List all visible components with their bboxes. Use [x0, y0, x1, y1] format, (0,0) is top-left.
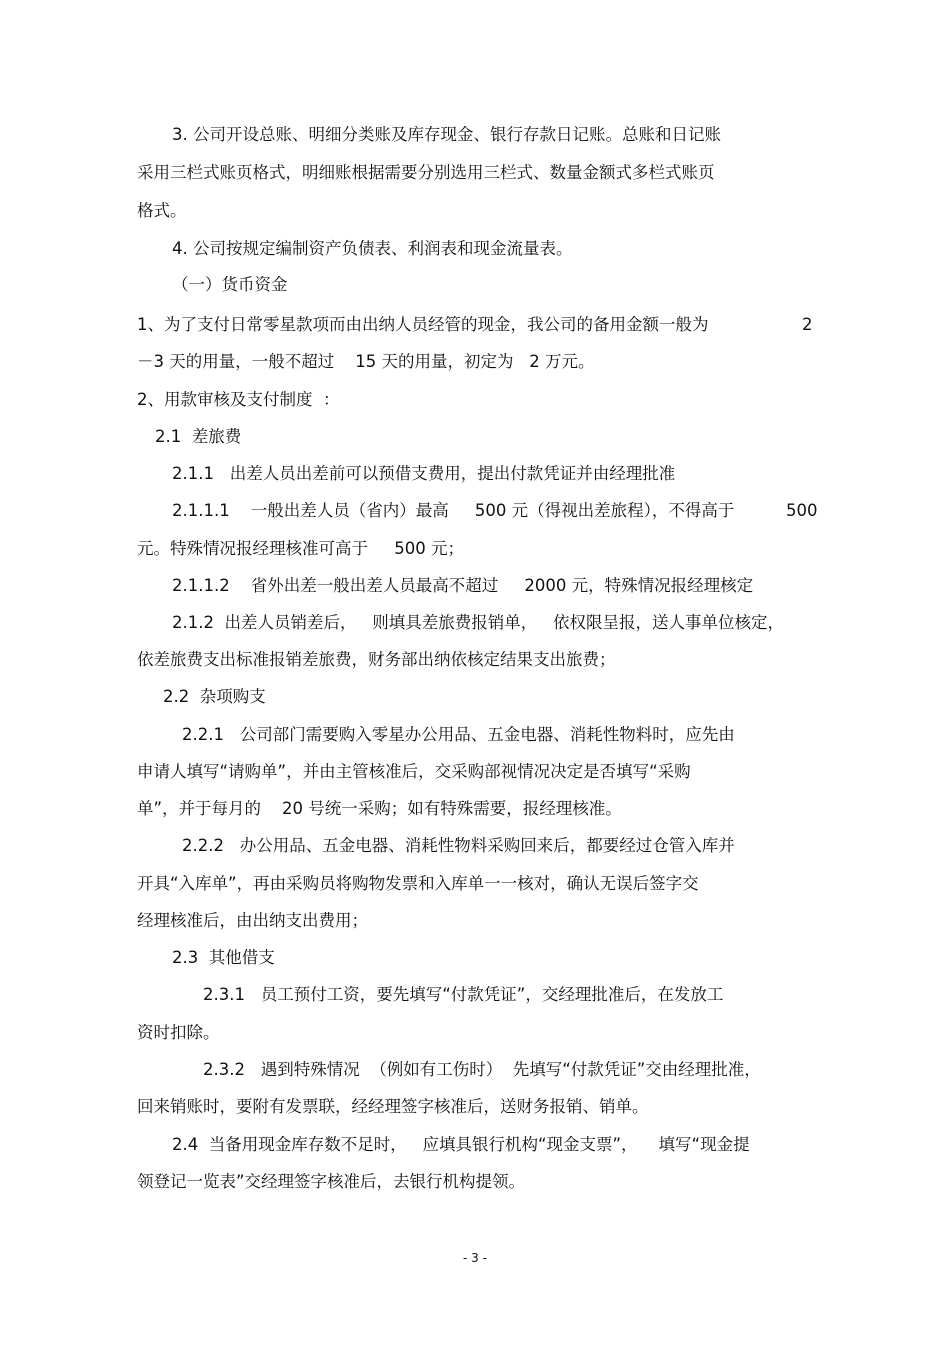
text-line: 2.1.1.1 一般出差人员（省内）最高 500 元（得视出差旅程），不得高于 — [172, 501, 735, 520]
text-line: 1、为了支付日常零星款项而由出纳人员经管的现金，我公司的备用金额一般为 — [137, 315, 709, 334]
text-line: 元。特殊情况报经理核准可高于 500 元； — [137, 539, 464, 558]
text-line: 申请人填写“请购单”，并由主管核准后，交采购部视情况决定是否填写“采购 — [137, 762, 691, 781]
text-line: 2.1.1 出差人员出差前可以预借支费用，提出付款凭证并由经理批准 — [172, 464, 676, 483]
text-line: 格式。 — [137, 201, 187, 220]
text-line: 2 — [802, 315, 813, 334]
text-line: 500 — [786, 501, 818, 520]
page-number: - 3 - — [463, 1251, 487, 1265]
text-line: 2.3.2 遇到特殊情况 （例如有工伤时） 先填写“付款凭证”交由经理批准， — [203, 1060, 761, 1079]
text-line: 2.3.1 员工预付工资，要先填写“付款凭证”，交经理批准后，在发放工 — [203, 985, 724, 1004]
section-heading: （一）货币资金 — [172, 275, 288, 294]
text-line: 资时扣除。 — [137, 1023, 220, 1042]
subsection-heading: 2.3 其他借支 — [172, 948, 275, 967]
text-line: 2.2.2 办公用品、五金电器、消耗性物料采购回来后，都要经过仓管入库并 — [182, 836, 735, 855]
text-line: 2、用款审核及支付制度 ： — [137, 390, 340, 409]
text-line: 2.1.2 出差人员销差后， 则填具差旅费报销单， 依权限呈报，送人事单位核定， — [172, 613, 784, 632]
text-line: －3 天的用量，一般不超过 15 天的用量，初定为 2 万元。 — [137, 352, 595, 371]
text-line: 2.4 当备用现金库存数不足时， 应填具银行机构“现金支票”， 填写“现金提 — [172, 1135, 750, 1154]
text-line: 回来销账时，要附有发票联，经经理签字核准后，送财务报销、销单。 — [137, 1097, 649, 1116]
text-line: 单”，并于每月的 20 号统一采购；如有特殊需要，报经理核准。 — [137, 799, 622, 818]
text-line: 依差旅费支出标准报销差旅费，财务部出纳依核定结果支出旅费； — [137, 650, 616, 669]
text-line: 4. 公司按规定编制资产负债表、利润表和现金流量表。 — [172, 239, 573, 258]
subsection-heading: 2.2 杂项购支 — [163, 687, 266, 706]
text-line: 经理核准后，由出纳支出费用； — [137, 911, 368, 930]
text-line: 开具“入库单”，再由采购员将购物发票和入库单一一核对，确认无误后签字交 — [137, 874, 699, 893]
text-line: 3. 公司开设总账、明细分类账及库存现金、银行存款日记账。总账和日记账 — [172, 125, 721, 144]
text-line: 2.2.1 公司部门需要购入零星办公用品、五金电器、消耗性物料时，应先由 — [182, 725, 735, 744]
text-line: 采用三栏式账页格式，明细账根据需要分别选用三栏式、数量金额式多栏式账页 — [137, 163, 715, 182]
subsection-heading: 2.1 差旅费 — [155, 427, 242, 446]
text-line: 领登记一览表”交经理签字核准后，去银行机构提领。 — [137, 1172, 526, 1191]
text-line: 2.1.1.2 省外出差一般出差人员最高不超过 2000 元，特殊情况报经理核定 — [172, 576, 754, 595]
